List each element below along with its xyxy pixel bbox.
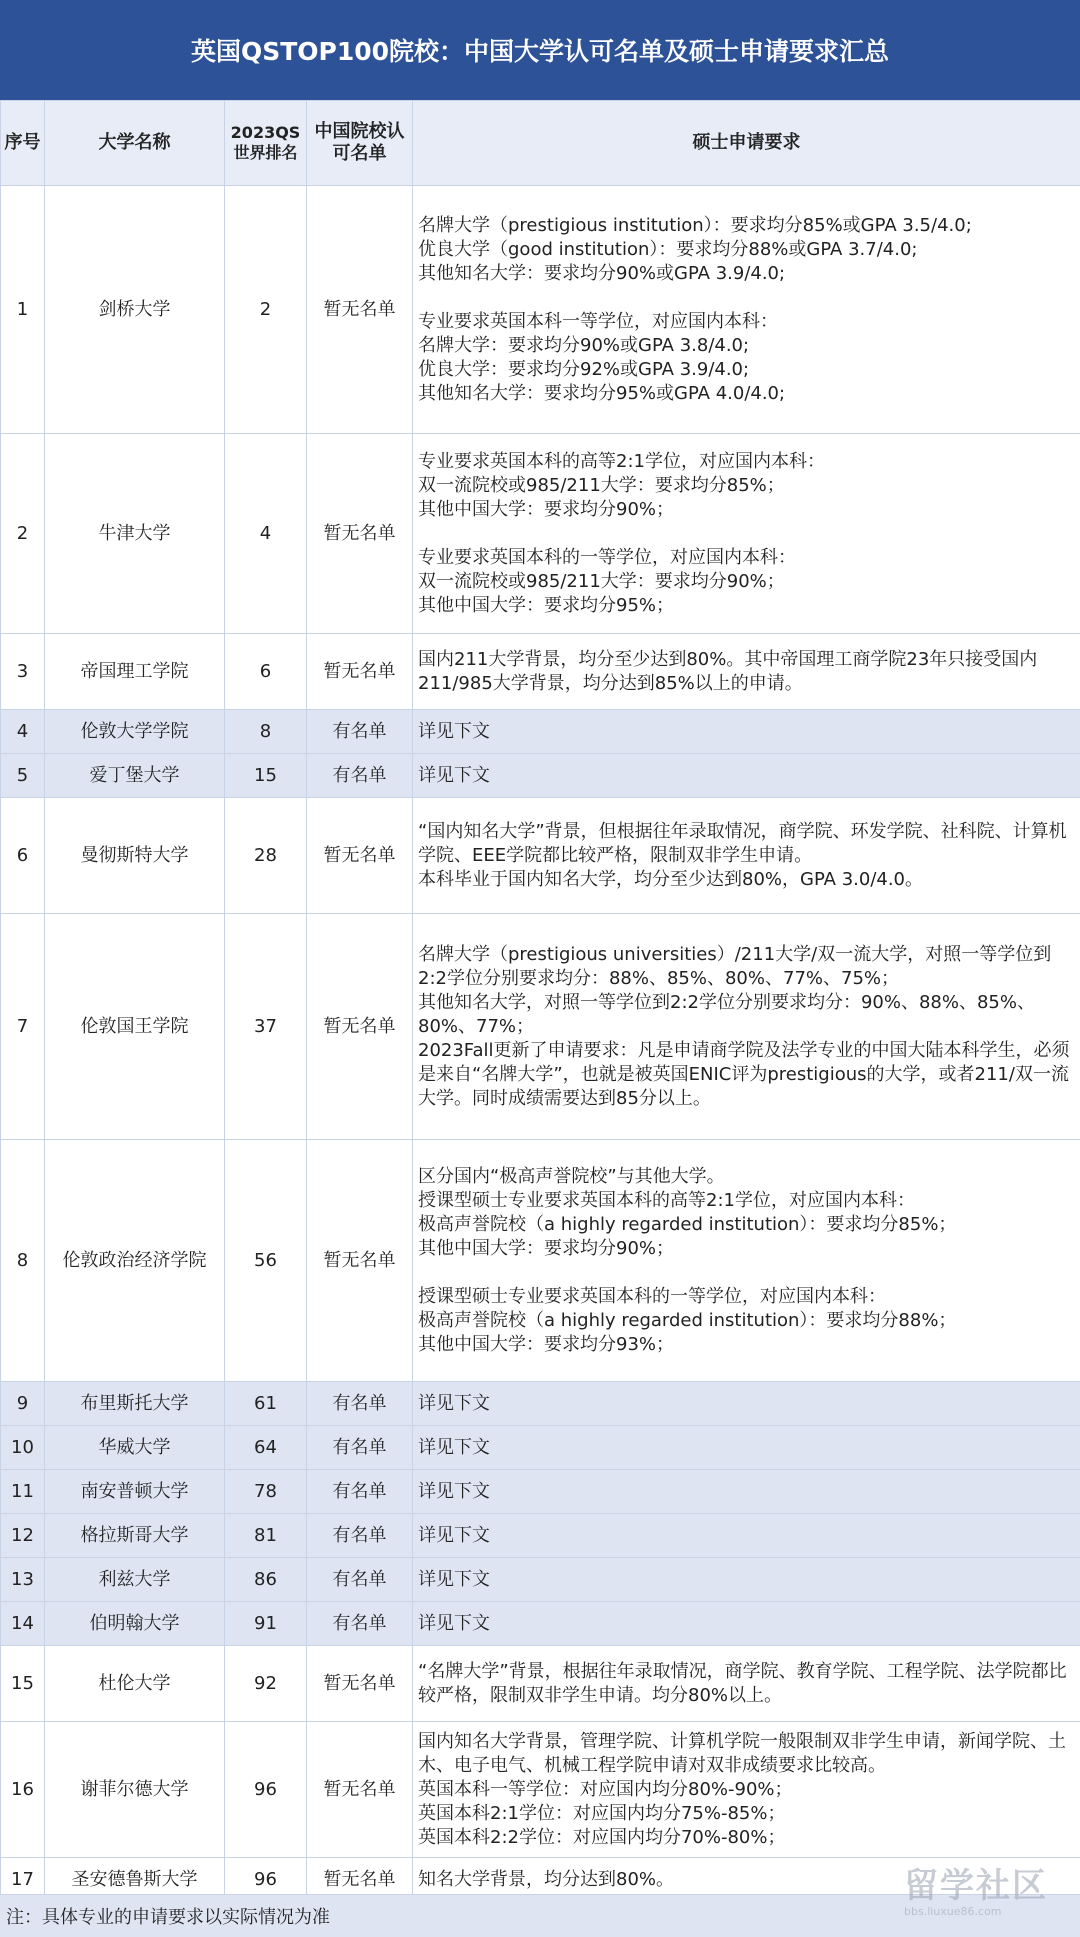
university-name: 南安普顿大学	[45, 1470, 225, 1514]
watermark-sub: bbs.liuxue86.com	[904, 1905, 1002, 1918]
qs-rank: 15	[225, 754, 307, 798]
qs-rank: 8	[225, 710, 307, 754]
qs-rank: 2	[225, 186, 307, 434]
row-number: 11	[1, 1470, 45, 1514]
recognition-list: 暂无名单	[307, 186, 413, 434]
header-no: 序号	[1, 101, 45, 186]
university-name: 伯明翰大学	[45, 1602, 225, 1646]
table-row	[1, 1602, 1080, 1646]
university-name: 帝国理工学院	[45, 634, 225, 710]
header-list: 中国院校认可名单	[307, 101, 413, 186]
requirements-table	[0, 100, 1080, 1902]
university-name: 伦敦国王学院	[45, 914, 225, 1140]
table-row	[1, 754, 1080, 798]
recognition-list: 有名单	[307, 1602, 413, 1646]
university-name: 剑桥大学	[45, 186, 225, 434]
recognition-list: 暂无名单	[307, 634, 413, 710]
recognition-list: 有名单	[307, 1382, 413, 1426]
footnote: 注：具体专业的申请要求以实际情况为准	[0, 1894, 1080, 1937]
row-number: 14	[1, 1602, 45, 1646]
qs-rank: 96	[225, 1722, 307, 1858]
recognition-list: 有名单	[307, 1514, 413, 1558]
university-name: 曼彻斯特大学	[45, 798, 225, 914]
row-number: 16	[1, 1722, 45, 1858]
application-requirements: 详见下文	[413, 1470, 1080, 1514]
recognition-list: 暂无名单	[307, 1722, 413, 1858]
qs-rank: 56	[225, 1140, 307, 1382]
recognition-list: 有名单	[307, 1558, 413, 1602]
university-name: 谢菲尔德大学	[45, 1722, 225, 1858]
row-number: 1	[1, 186, 45, 434]
qs-rank: 81	[225, 1514, 307, 1558]
row-number: 9	[1, 1382, 45, 1426]
table-row	[1, 1558, 1080, 1602]
application-requirements: 详见下文	[413, 1602, 1080, 1646]
row-number: 4	[1, 710, 45, 754]
university-name: 布里斯托大学	[45, 1382, 225, 1426]
row-number: 6	[1, 798, 45, 914]
row-number: 2	[1, 434, 45, 634]
qs-rank: 78	[225, 1470, 307, 1514]
application-requirements: 详见下文	[413, 1558, 1080, 1602]
application-requirements: 详见下文	[413, 710, 1080, 754]
recognition-list: 暂无名单	[307, 914, 413, 1140]
application-requirements: 名牌大学（prestigious institution）：要求均分85%或GPA 3.5/4.0; 优良大学（good institution）：要求均分88%或GPA 3.7/4.0; 其他知名大学：要求均分90%或GPA 3.9/4.0; 专业要求英国本科一等学位，对应国内本科： 名牌大学：要求均分90%或GPA 3.8/4.0; 优良大学：要求均分92%或GPA 3.9/4.0; 其他知名大学：要求均分95%或GPA 4.0/4.0;	[413, 186, 1080, 434]
recognition-list: 暂无名单	[307, 434, 413, 634]
row-number: 13	[1, 1558, 45, 1602]
application-requirements: 名牌大学（prestigious universities）/211大学/双一流大学，对照一等学位到2:2学位分别要求均分：88%、85%、80%、77%、75%； 其他知名大学，对照一等学位到2:2学位分别要求均分：90%、88%、85%、80%、77%； 2023Fall更新了申请要求：凡是申请商学院及法学专业的中国大陆本科学生，必须是来自“名牌大学”，也就是被英国ENIC评为prestigious的大学，或者211/双一流大学。同时成绩需要达到85分以上。	[413, 914, 1080, 1140]
application-requirements: “国内知名大学”背景，但根据往年录取情况，商学院、环发学院、社科院、计算机学院、EEE学院都比较严格，限制双非学生申请。 本科毕业于国内知名大学，均分至少达到80%，GPA 3.0/4.0。	[413, 798, 1080, 914]
application-requirements: 详见下文	[413, 1426, 1080, 1470]
header-req: 硕士申请要求	[413, 101, 1080, 186]
recognition-list: 暂无名单	[307, 1646, 413, 1722]
university-name: 利兹大学	[45, 1558, 225, 1602]
university-name: 伦敦大学学院	[45, 710, 225, 754]
table-header-row	[1, 101, 1080, 186]
application-requirements: 区分国内“极高声誉院校”与其他大学。 授课型硕士专业要求英国本科的高等2:1学位，对应国内本科： 极高声誉院校（a highly regarded institution）：要求均分85%； 其他中国大学：要求均分90%； 授课型硕士专业要求英国本科的一等学位，对应国内本科： 极高声誉院校（a highly regarded institution）：要求均分88%； 其他中国大学：要求均分93%；	[413, 1140, 1080, 1382]
recognition-list: 有名单	[307, 710, 413, 754]
application-requirements: 详见下文	[413, 754, 1080, 798]
qs-rank: 64	[225, 1426, 307, 1470]
header-name: 大学名称	[45, 101, 225, 186]
row-number: 3	[1, 634, 45, 710]
row-number: 17	[1, 1858, 45, 1902]
qs-rank: 92	[225, 1646, 307, 1722]
application-requirements: 详见下文	[413, 1514, 1080, 1558]
table-row	[1, 434, 1080, 634]
table-row	[1, 1140, 1080, 1382]
university-name: 牛津大学	[45, 434, 225, 634]
row-number: 10	[1, 1426, 45, 1470]
university-name: 华威大学	[45, 1426, 225, 1470]
university-name: 杜伦大学	[45, 1646, 225, 1722]
recognition-list: 暂无名单	[307, 798, 413, 914]
application-requirements: 详见下文	[413, 1382, 1080, 1426]
qs-rank: 91	[225, 1602, 307, 1646]
university-name: 圣安德鲁斯大学	[45, 1858, 225, 1902]
university-name: 格拉斯哥大学	[45, 1514, 225, 1558]
application-requirements: “名牌大学”背景，根据往年录取情况，商学院、教育学院、工程学院、法学院都比较严格，限制双非学生申请。均分80%以上。	[413, 1646, 1080, 1722]
qs-rank: 28	[225, 798, 307, 914]
table-row	[1, 914, 1080, 1140]
row-number: 8	[1, 1140, 45, 1382]
table-row	[1, 1722, 1080, 1858]
watermark-main: 留学社区	[904, 1866, 1048, 1906]
university-name: 伦敦政治经济学院	[45, 1140, 225, 1382]
qs-rank: 96	[225, 1858, 307, 1902]
recognition-list: 有名单	[307, 1426, 413, 1470]
qs-rank: 37	[225, 914, 307, 1140]
row-number: 12	[1, 1514, 45, 1558]
recognition-list: 暂无名单	[307, 1140, 413, 1382]
row-number: 5	[1, 754, 45, 798]
recognition-list: 有名单	[307, 754, 413, 798]
recognition-list: 有名单	[307, 1470, 413, 1514]
row-number: 15	[1, 1646, 45, 1722]
table-row	[1, 634, 1080, 710]
qs-rank: 6	[225, 634, 307, 710]
recognition-list: 暂无名单	[307, 1858, 413, 1902]
table-row	[1, 710, 1080, 754]
page-title: 英国QSTOP100院校：中国大学认可名单及硕士申请要求汇总	[0, 0, 1080, 100]
application-requirements: 知名大学背景，均分达到80%。	[413, 1858, 1080, 1902]
qs-rank: 61	[225, 1382, 307, 1426]
application-requirements: 国内知名大学背景，管理学院、计算机学院一般限制双非学生申请，新闻学院、土木、电子电气、机械工程学院申请对双非成绩要求比较高。 英国本科一等学位：对应国内均分80%-90%； 英国本科2:1学位：对应国内均分75%-85%； 英国本科2:2学位：对应国内均分70%-80%；	[413, 1722, 1080, 1858]
qs-rank: 4	[225, 434, 307, 634]
header-rank: 2023QS世界排名	[225, 101, 307, 186]
table-row	[1, 186, 1080, 434]
row-number: 7	[1, 914, 45, 1140]
application-requirements: 国内211大学背景，均分至少达到80%。其中帝国理工商学院23年只接受国内211/985大学背景，均分达到85%以上的申请。	[413, 634, 1080, 710]
table-row	[1, 1514, 1080, 1558]
table-row	[1, 1426, 1080, 1470]
table-row	[1, 798, 1080, 914]
table-row	[1, 1382, 1080, 1426]
qs-rank: 86	[225, 1558, 307, 1602]
table-row	[1, 1470, 1080, 1514]
table-row	[1, 1646, 1080, 1722]
application-requirements: 专业要求英国本科的高等2:1学位，对应国内本科： 双一流院校或985/211大学：要求均分85%； 其他中国大学：要求均分90%； 专业要求英国本科的一等学位，对应国内本科： 双一流院校或985/211大学：要求均分90%； 其他中国大学：要求均分95%；	[413, 434, 1080, 634]
university-name: 爱丁堡大学	[45, 754, 225, 798]
